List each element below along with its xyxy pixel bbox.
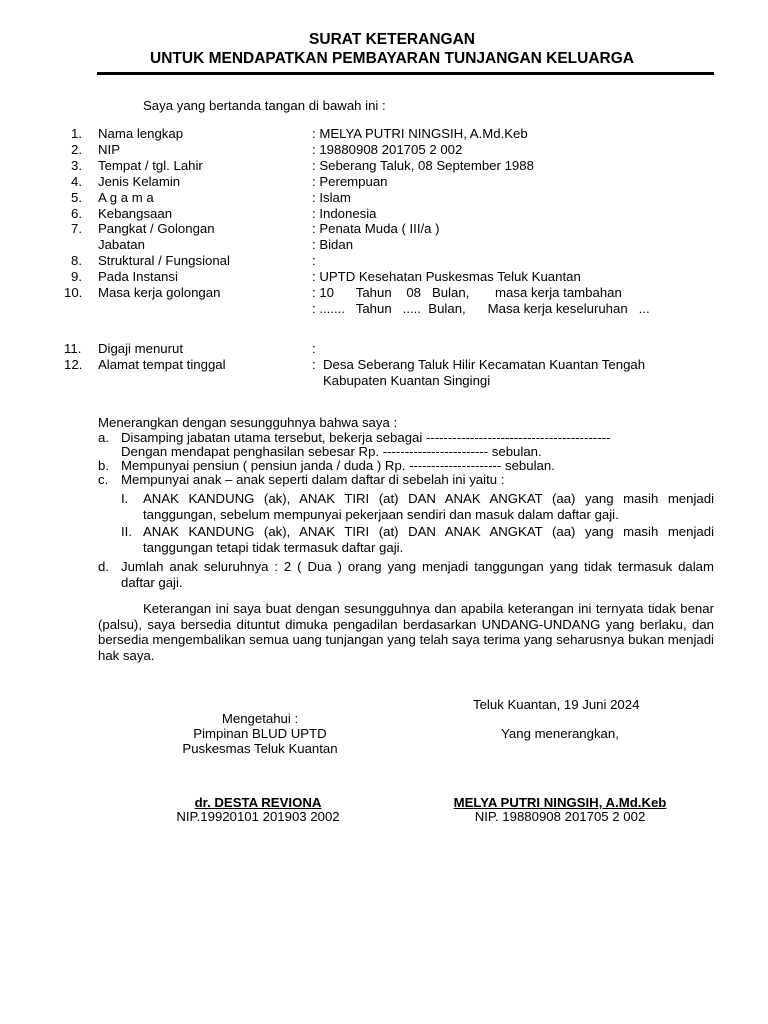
- document-subtitle: UNTUK MENDAPATKAN PEMBAYARAN TUNJANGAN KELUARGA: [150, 50, 634, 67]
- field-number: 3.: [71, 158, 82, 173]
- field-label: Kebangsaan: [98, 206, 173, 221]
- field-number: 4.: [71, 174, 82, 189]
- right-signatory-nip: NIP. 19880908 201705 2 002: [474, 809, 646, 824]
- field-number: 7.: [71, 221, 82, 236]
- field-number: 9.: [71, 269, 82, 284]
- field-label: Jenis Kelamin: [98, 174, 181, 189]
- left-heading-3: Puskesmas Teluk Kuantan: [182, 741, 338, 756]
- field-number: 11.: [64, 341, 82, 356]
- field-label: Nama lengkap: [98, 126, 184, 141]
- right-signatory-name: MELYA PUTRI NINGSIH, A.Md.Keb: [453, 795, 667, 810]
- item-c1-text: ANAK KANDUNG (ak), ANAK TIRI (at) DAN ANAK ANGKAT (aa) yang masih menjadi tanggungan, sebelum mempunyai pekerjaan sendiri dan masuk dalam daftar gaji.: [143, 491, 714, 522]
- item-b-text: Mempunyai pensiun ( pensiun janda / duda ) Rp. --------------------- sebulan.: [121, 458, 555, 473]
- field-number: 5.: [71, 190, 82, 205]
- title-underline: [97, 72, 714, 75]
- field-label: Digaji menurut: [98, 341, 184, 356]
- field-label: Masa kerja golongan: [98, 285, 221, 300]
- field-number: 1.: [71, 126, 82, 141]
- field-value: : Seberang Taluk, 08 September 1988: [312, 158, 534, 173]
- field-number: 6.: [71, 206, 82, 221]
- item-c1-label: I.: [121, 491, 129, 506]
- item-c-label: c.: [98, 472, 109, 487]
- field-value: : MELYA PUTRI NINGSIH, A.Md.Keb: [312, 126, 528, 141]
- statement-intro: Menerangkan dengan sesungguhnya bahwa saya :: [98, 415, 398, 430]
- field-value: : Indonesia: [312, 206, 377, 221]
- item-a-line1: Disamping jabatan utama tersebut, bekerja sebagai ------------------------------------------: [121, 430, 611, 445]
- field-number: 10.: [64, 285, 83, 300]
- right-heading: Yang menerangkan,: [501, 726, 619, 741]
- field-label: Jabatan: [98, 237, 145, 252]
- item-d-text: Jumlah anak seluruhnya : 2 ( Dua ) orang yang menjadi tanggungan yang tidak termasuk dalam daftar gaji.: [121, 559, 714, 590]
- field-number: 12.: [64, 357, 83, 372]
- field-number: 2.: [71, 142, 82, 157]
- left-signatory-nip: NIP.19920101 201903 2002: [176, 809, 340, 824]
- closing-paragraph: Keterangan ini saya buat dengan sesungguhnya dan apabila keterangan ini ternyata tidak benar (palsu), saya bersedia dituntut dimuka pengadilan berdasarkan UNDANG-UNDANG yang berlaku, dan bersedia mengembalikan semua uang tunjangan yang telah saya terima yang seharusnya bukan menjadi hak saya.: [98, 601, 714, 663]
- field-label: NIP: [98, 142, 120, 157]
- item-c-text: Mempunyai anak – anak seperti dalam daftar di sebelah ini yaitu :: [121, 472, 505, 487]
- left-signatory-name: dr. DESTA REVIONA: [194, 795, 322, 810]
- field-label: Pada Instansi: [98, 269, 178, 284]
- field-value: : Desa Seberang Taluk Hilir Kecamatan Kuantan Tengah: [312, 357, 646, 372]
- document-title: SURAT KETERANGAN: [309, 31, 475, 48]
- field-label: Struktural / Fungsional: [98, 253, 230, 268]
- field-label: Alamat tempat tinggal: [98, 357, 226, 372]
- field-value: : 10 Tahun 08 Bulan, masa kerja tambahan: [312, 285, 622, 300]
- item-b-label: b.: [98, 458, 109, 473]
- left-heading-1: Mengetahui :: [221, 711, 299, 726]
- field-value: : Islam: [312, 190, 351, 205]
- place-date: Teluk Kuantan, 19 Juni 2024: [473, 697, 640, 712]
- field-label: Pangkat / Golongan: [98, 221, 215, 236]
- item-c2-text: ANAK KANDUNG (ak), ANAK TIRI (at) DAN ANAK ANGKAT (aa) yang masih menjadi tanggungan tetapi tidak termasuk daftar gaji.: [143, 524, 714, 555]
- left-heading-2: Pimpinan BLUD UPTD: [193, 726, 327, 741]
- field-label: A g a m a: [98, 190, 154, 205]
- field-value: : Penata Muda ( III/a ): [312, 221, 440, 236]
- item-d-label: d.: [98, 559, 109, 574]
- field-value: : Perempuan: [312, 174, 388, 189]
- item-a-label: a.: [98, 430, 109, 445]
- field-value: : UPTD Kesehatan Puskesmas Teluk Kuantan: [312, 269, 581, 284]
- item-a-line2: Dengan mendapat penghasilan sebesar Rp. ------------------------ sebulan.: [121, 444, 542, 459]
- field-number: 8.: [71, 253, 82, 268]
- field-value: Kabupaten Kuantan Singingi: [312, 373, 491, 388]
- intro-text: Saya yang bertanda tangan di bawah ini :: [143, 98, 386, 113]
- field-value: : 19880908 201705 2 002: [312, 142, 463, 157]
- field-label: Tempat / tgl. Lahir: [98, 158, 203, 173]
- item-c2-label: II.: [121, 524, 132, 539]
- field-value: :: [312, 341, 316, 356]
- field-value: :: [312, 253, 316, 268]
- field-value: : ....... Tahun ..... Bulan, Masa kerja keseluruhan ...: [312, 301, 650, 316]
- field-value: : Bidan: [312, 237, 354, 252]
